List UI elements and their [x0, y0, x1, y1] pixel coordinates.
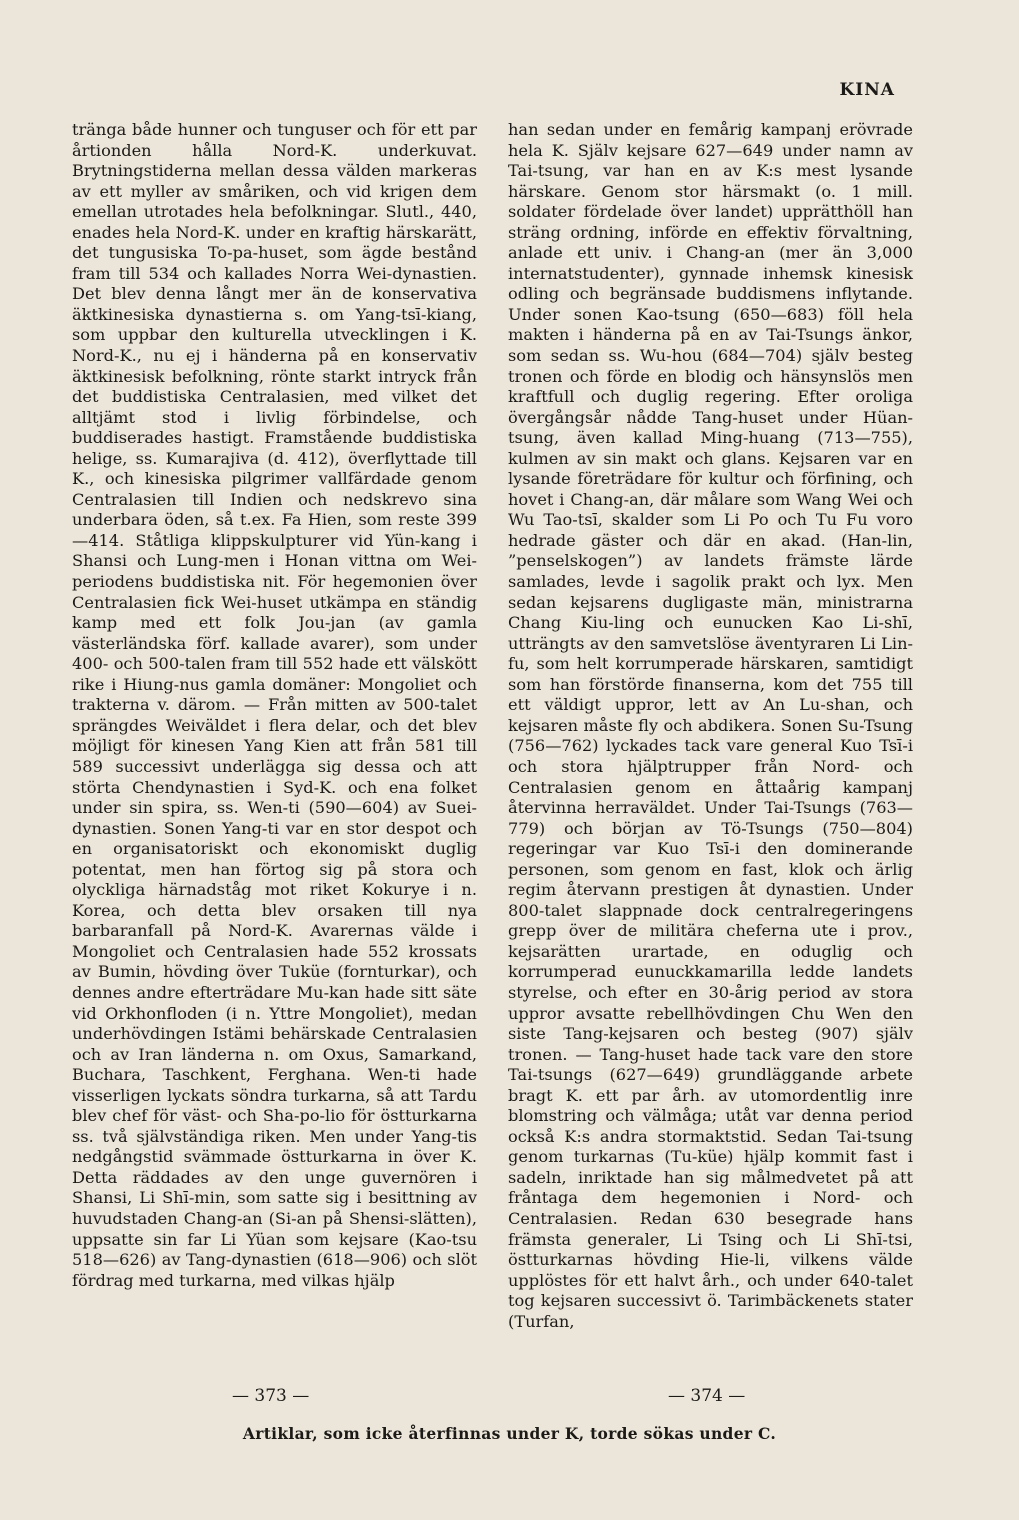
- running-header: KINA: [839, 80, 895, 100]
- column-right-text: han sedan under en femårig kampanj erövrade hela K. Själv kejsare 627—649 under namn av Tai-tsung, var han en av K:s mest lysande härskare. Genom stor härsmakt (o. 1 mill. soldater fördelade över landet) upprätthöll han sträng ordning, införde en effektiv förvaltning, anlade ett univ. i Chang-an (mer än 3,000 internatstudenter), gynnade inhemsk kinesisk odling och begränsade buddismens inflytande. Under sonen Kao-tsung (650—683) föll hela makten i händerna på en av Tai-Tsungs änkor, som sedan ss. Wu-hou (684—704) själv besteg tronen och förde en blodig och hänsynslös men kraftfull och duglig regering. Efter oroliga övergångsår nådde Tang-huset under Hüan-tsung, även kallad Ming-huang (713—755), kulmen av sin makt och glans. Kejsaren var en lysande företrädare för kultur och förfining, och hovet i Chang-an, där målare som Wang Wei och Wu Tao-tsī, skalder som Li Po och Tu Fu voro hedrade gäster och där en akad. (Han-lin, ”penselskogen”) av landets främste lärde samlades, levde i sagolik prakt och lyx. Men sedan kejsarens dugligaste män, ministrarna Chang Kiu-ling och eunucken Kao Li-shī, utträngts av den samvetslöse äventyraren Li Lin-fu, som helt korrumperade härskaren, samtidigt som han förstörde finanserna, kom det 755 till ett väldigt uppror, lett av An Lu-shan, och kejsaren måste fly och abdikera. Sonen Su-Tsung (756—762) lyckades tack vare general Kuo Tsī-i och stora hjälptrupper från Nord- och Centralasien genom en åttaårig kampanj återvinna herraväldet. Under Tai-Tsungs (763—779) och början av Tö-Tsungs (750—804) regeringar var Kuo Tsī-i den dominerande personen, som genom en fast, klok och ärlig regim återvann prestigen åt dynastien. Under 800-talet slappnade dock centralregeringens grepp över de militära cheferna ute i prov., kejsarätten urartade, en oduglig och korrumperad eunuckkamarilla ledde landets styrelse, och efter en 30-årig period av stora uppror avsatte rebellhövdingen Chu Wen den siste Tang-kejsaren och besteg (907) själv tronen. — Tang-huset hade tack vare den store Tai-tsungs (627—649) grundläggande arbete bragt K. ett par årh. av utomordentlig inre blomstring och välmåga; utåt var denna period också K:s andra stormaktstid. Sedan Tai-tsung genom turkarnas (Tu-küe) hjälp kommit fast i sadeln, inriktade han sig målmedvetet på att fråntaga dem hegemonien i Nord- och Centralasien. Redan 630 besegrade hans främsta generaler, Li Tsing och Li Shī-tsi, östturkarnas hövding Hie-li, vilkens välde upplöstes för ett halvt årh., och under 640-talet tog kejsaren successivt ö. Tarimbäckenets stater (Turfan,: [508, 120, 913, 1331]
- text-column-right: [508, 120, 913, 1332]
- page-number-right: — 374 —: [668, 1386, 746, 1406]
- page-number-left: — 373 —: [232, 1386, 310, 1406]
- footer-note: Artiklar, som icke återfinnas under K, torde sökas under C.: [242, 1424, 777, 1443]
- text-column-left: [72, 120, 477, 1291]
- column-left-text: tränga både hunner och tunguser och för ett par årtionden hålla Nord-K. underkuvat. Brytningstiderna mellan dessa välden markeras av ett myller av småriken, och vid krigen dem emellan utrotades hela befolkningar. Slutl., 440, enades hela Nord-K. under en kraftig härskarätt, det tungusiska To-pa-huset, som ägde bestånd fram till 534 och kallades Norra Wei-dynastien. Det blev denna långt mer än de konservativa äktkinesiska dynastierna s. om Yang-tsī-kiang, som uppbar den kulturella utvecklingen i K. Nord-K., nu ej i händerna på en konservativ äktkinesisk befolkning, rönte starkt intryck från det buddistiska Centralasien, med vilket det alltjämt stod i livlig förbindelse, och buddiserades hastigt. Framstående buddistiska helige, ss. Kumarajiva (d. 412), överflyttade till K., och kinesiska pilgrimer vallfärdade genom Centralasien till Indien och nedskrevo sina underbara öden, så t.ex. Fa Hien, som reste 399—414. Ståtliga klippskulpturer vid Yün-kang i Shansi och Lung-men i Honan vittna om Wei-periodens buddistiska nit. För hegemonien över Centralasien fick Wei-huset utkämpa en ständig kamp med ett folk Jou-jan (av gamla västerländska förf. kallade avarer), som under 400- och 500-talen fram till 552 hade ett välskött rike i Hiung-nus gamla domäner: Mongoliet och trakterna v. därom. — Från mitten av 500-talet sprängdes Weiväldet i flera delar, och det blev möjligt för kinesen Yang Kien att från 581 till 589 successivt underlägga sig dessa och att störta Chendynastien i Syd-K. och ena folket under sin spira, ss. Wen-ti (590—604) av Suei-dynastien. Sonen Yang-ti var en stor despot och en organisatoriskt och ekonomiskt duglig potentat, men han förtog sig på stora och olyckliga härnadståg mot riket Kokurye i n. Korea, och detta blev orsaken till nya barbaranfall på Nord-K. Avarernas välde i Mongoliet och Centralasien hade 552 krossats av Bumin, hövding över Tuküe (fornturkar), och dennes andre efterträdare Mu-kan hade sitt säte vid Orkhonfloden (i n. Yttre Mongoliet), medan underhövdingen Istämi behärskade Centralasien och av Iran länderna n. om Oxus, Samarkand, Buchara, Taschkent, Ferghana. Wen-ti hade visserligen lyckats söndra turkarna, så att Tardu blev chef för väst- och Sha-po-lio för östturkarna ss. två självständiga riken. Men under Yang-tis nedgångstid svämmade östturkarna in över K. Detta räddades av den unge guvernören i Shansi, Li Shī-min, som satte sig i besittning av huvudstaden Chang-an (Si-an på Shensi-slätten), uppsatte sin far Li Yüan som kejsare (Kao-tsu 518—626) av Tang-dynastien (618—906) och slöt fördrag med turkarna, med vilkas hjälp: [72, 120, 477, 1290]
